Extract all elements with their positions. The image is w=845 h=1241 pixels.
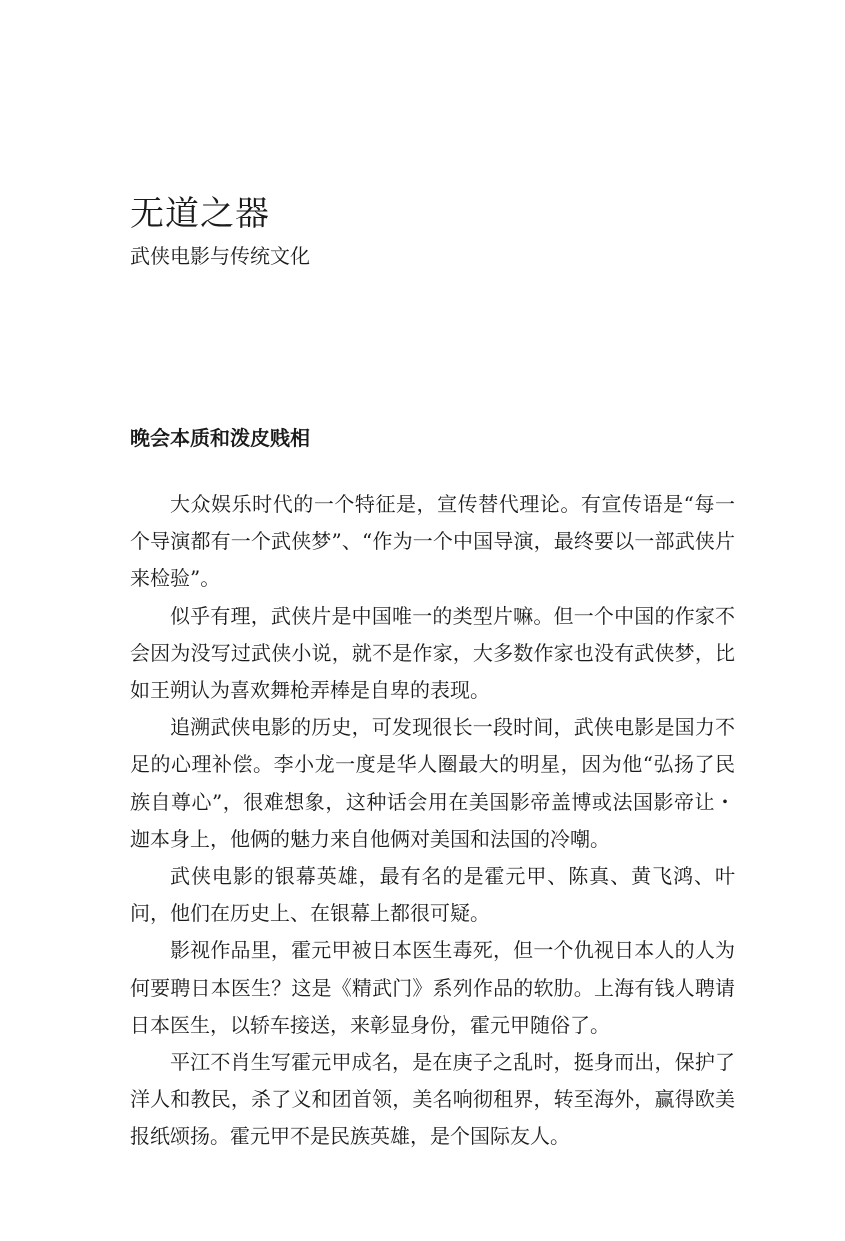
paragraph: 追溯武侠电影的历史，可发现很长一段时间，武侠电影是国力不足的心理补偿。李小龙一度是华人圈最大的明星，因为他“弘扬了民族自尊心”，很难想象，这种话会用在美国影帝盖博或法国影帝让・迦本身上，他俩的魅力来自他俩对美国和法国的冷嘲。 xyxy=(130,715,735,851)
section xyxy=(130,420,735,1156)
book-subtitle: 武侠电影与传统文化 xyxy=(130,244,310,268)
paragraph: 影视作品里，霍元甲被日本医生毒死，但一个仇视日本人的人为何要聘日本医生？这是《精武门》系列作品的软肋。上海有钱人聘请日本医生，以轿车接送，来彰显身份，霍元甲随俗了。 xyxy=(130,938,735,1037)
paragraph: 似乎有理，武侠片是中国唯一的类型片嘛。但一个中国的作家不会因为没写过武侠小说，就不是作家，大多数作家也没有武侠梦，比如王朔认为喜欢舞枪弄棒是自卑的表现。 xyxy=(130,603,735,703)
book-title: 无道之器 xyxy=(130,194,270,234)
paragraph: 平江不肖生写霍元甲成名，是在庚子之乱时，挺身而出，保护了洋人和教民，杀了义和团首领，美名响彻租界，转至海外，赢得欧美报纸颂扬。霍元甲不是民族英雄，是个国际友人。 xyxy=(130,1050,735,1149)
section-heading: 晚会本质和泼皮贱相 xyxy=(130,426,310,450)
paragraph: 武侠电影的银幕英雄，最有名的是霍元甲、陈真、黄飞鸿、叶问，他们在历史上、在银幕上都很可疑。 xyxy=(130,864,735,926)
paragraph: 大众娱乐时代的一个特征是，宣传替代理论。有宣传语是“每一个导演都有一个武侠梦”、“作为一个中国导演，最终要以一部武侠片来检验”。 xyxy=(130,492,735,591)
